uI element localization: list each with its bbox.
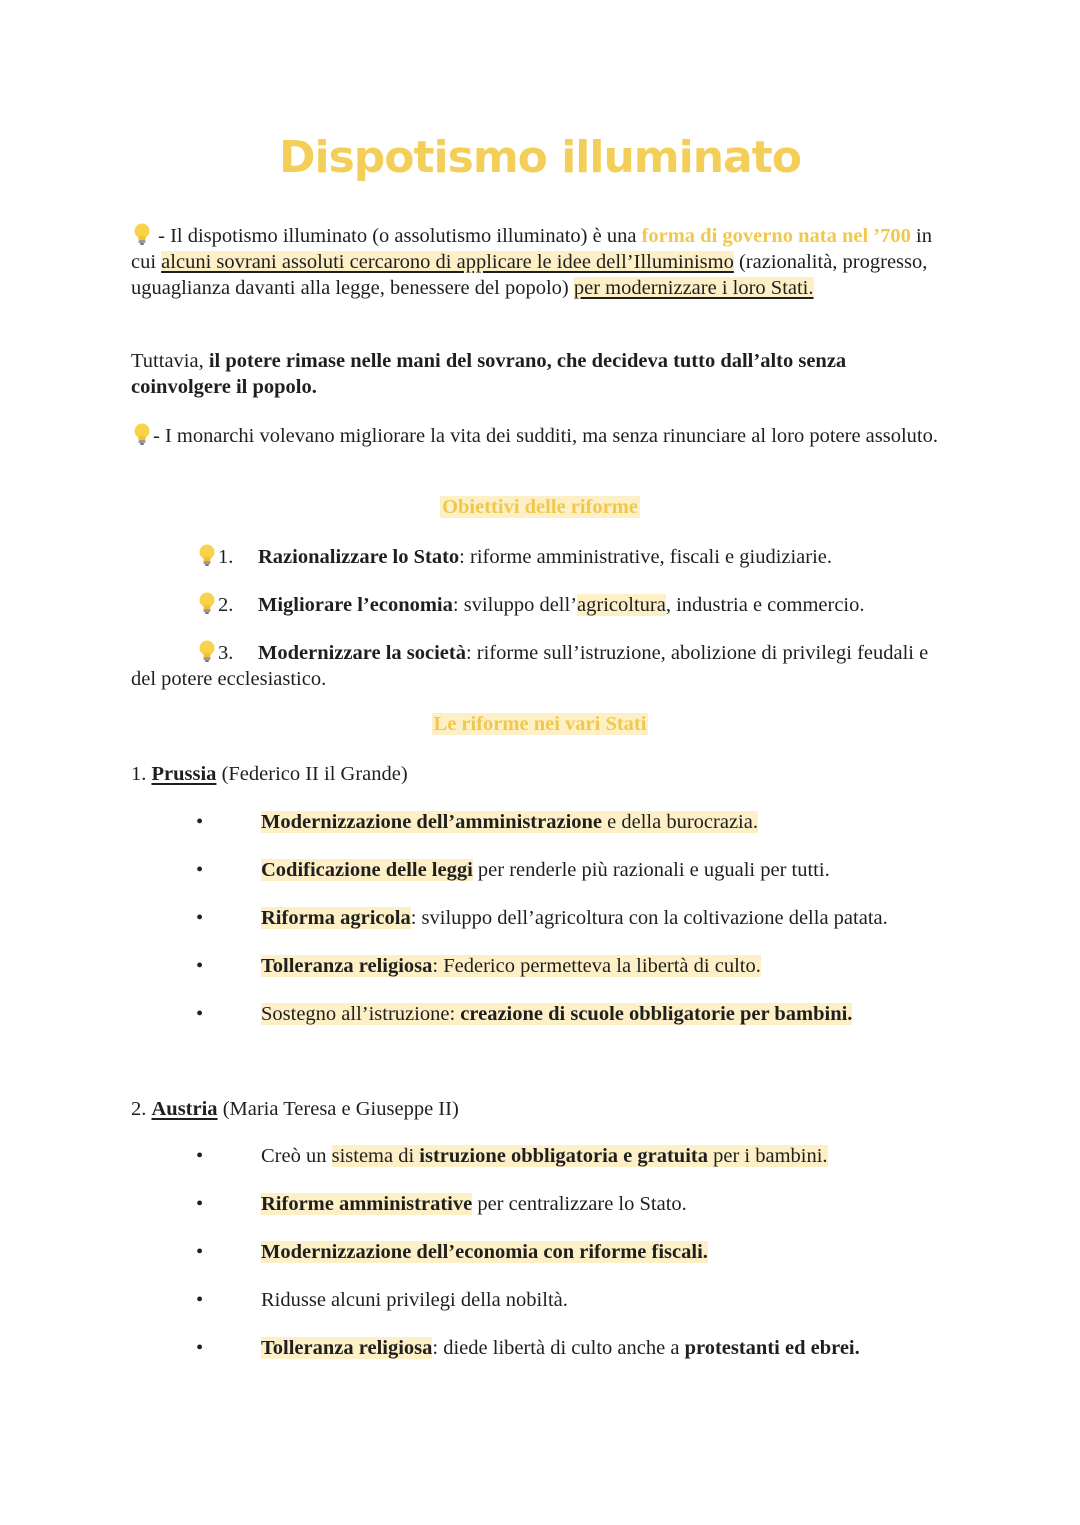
bullet: • xyxy=(196,907,204,929)
objective-item: 2. Migliorare l’economia: sviluppo dell’agricoltura, industria e commercio. xyxy=(196,591,865,618)
page-title: Dispotismo illuminato xyxy=(279,132,801,183)
bullet: • xyxy=(196,859,204,881)
intro-highlight: forma di governo nata nel ’700 xyxy=(641,225,911,247)
intro-paragraph: - Il dispotismo illuminato (o assolutismo illuminato) è una forma di governo nata nel ’700 in cui alcuni sovrani assoluti cercarono di applicare le idee dell’Illuminismo (razionalità, progresso, uguaglianza davanti alla legge, benessere del popolo) per modernizzare i loro Stati. xyxy=(131,222,951,301)
intro-underline-1: alcuni sovrani assoluti cercarono di applicare le idee dell’Illuminismo xyxy=(161,251,734,273)
bullet: • xyxy=(196,1337,204,1359)
states-heading: Le riforme nei vari Stati xyxy=(433,713,647,735)
objectives-heading: Obiettivi delle riforme xyxy=(442,496,638,518)
list-item: • Riforme amministrative per centralizzare lo Stato. xyxy=(196,1193,687,1215)
however-paragraph: Tuttavia, il potere rimase nelle mani del sovrano, che decideva tutto dall’alto senza coinvolgere il popolo. xyxy=(131,350,847,398)
objective-item: 1. Razionalizzare lo Stato: riforme amministrative, fiscali e giudiziarie. xyxy=(196,543,832,570)
prussia-name: Prussia xyxy=(151,763,217,785)
list-item: • Codificazione delle leggi per renderle più razionali e uguali per tutti. xyxy=(196,859,830,881)
austria-name: Austria xyxy=(151,1098,218,1120)
list-item: • Sostegno all’istruzione: creazione di scuole obbligatorie per bambini. xyxy=(196,1003,853,1025)
bullet: • xyxy=(196,955,204,977)
lightbulb-icon xyxy=(196,543,218,567)
bullet: • xyxy=(196,811,204,833)
bullet: • xyxy=(196,1145,204,1167)
monarchs-paragraph: - I monarchi volevano migliorare la vita dei sudditi, ma senza rinunciare al loro potere assoluto. xyxy=(131,422,951,449)
lightbulb-icon xyxy=(131,422,153,446)
list-item: • Modernizzazione dell’economia con riforme fiscali. xyxy=(196,1241,708,1263)
intro-underline-2: per modernizzare i loro Stati. xyxy=(573,277,814,299)
lightbulb-icon xyxy=(131,222,153,246)
list-item: • Modernizzazione dell’amministrazione e della burocrazia. xyxy=(196,811,758,833)
list-item: • Riforma agricola: sviluppo dell’agricoltura con la coltivazione della patata. xyxy=(196,907,888,929)
list-item: • Ridusse alcuni privilegi della nobiltà. xyxy=(196,1289,568,1311)
prussia-heading: 1. Prussia (Federico II il Grande) xyxy=(131,763,408,785)
list-item: • Creò un sistema di istruzione obbligatoria e gratuita per i bambini. xyxy=(196,1145,828,1167)
lightbulb-icon xyxy=(196,639,218,663)
bullet: • xyxy=(196,1241,204,1263)
bullet: • xyxy=(196,1003,204,1025)
list-item: • Tolleranza religiosa: Federico permetteva la libertà di culto. xyxy=(196,955,761,977)
objective-item: 3. Modernizzare la società: riforme sull’istruzione, abolizione di privilegi feudali e del potere ecclesiastico. xyxy=(131,639,951,692)
bullet: • xyxy=(196,1289,204,1311)
austria-heading: 2. Austria (Maria Teresa e Giuseppe II) xyxy=(131,1098,459,1120)
list-item: • Tolleranza religiosa: diede libertà di culto anche a protestanti ed ebrei. xyxy=(196,1337,860,1359)
bullet: • xyxy=(196,1193,204,1215)
lightbulb-icon xyxy=(196,591,218,615)
